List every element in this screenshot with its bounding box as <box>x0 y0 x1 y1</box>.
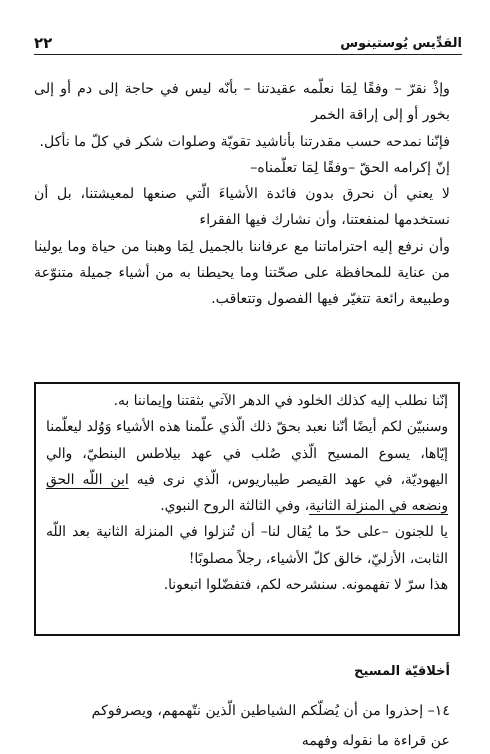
page-header <box>34 28 462 55</box>
boxed-paragraph: إنّنا نطلب إليه كذلك الخلود في الدهر الآتي بثقتنا وإيماننا به. <box>113 393 448 409</box>
paragraph: وإذْ نقرّ – وفقًا لِمَا نعلّمه عقيدتنا – بأنّه ليس في حاجة إلى دم أو إلى بخور أو إلى إراقة الخمر <box>34 81 450 124</box>
boxed-passage <box>34 382 460 636</box>
boxed-text: وسنبيّن لكم أيضًا أنّنا نعبد بحقّ ذلك الّذي علّمنا هذه الأشياء وَوُلد ليعلّمنا إيّاها، يسوع المسيح الّذي صُلب في عهد بيلاطس البنطيّ، والي اليهوديّة، في عهد القيصر طيباريوس، الّذي نرى فيه <box>46 419 449 488</box>
boxed-paragraph <box>46 414 448 519</box>
boxed-text: ، وفي الثالثة الروح النبوي. <box>160 498 310 515</box>
body-text <box>34 76 450 313</box>
running-title: القدِّيس يُوستينوس <box>340 36 462 51</box>
section-heading: أخلاقيّة المسيح <box>354 664 450 679</box>
paragraph: فإنّنا نمدحه حسب مقدرتنا بأناشيد تقويّة وصلوات شكر في كلّ ما نأكل. <box>39 133 450 150</box>
paragraph: وأن نرفع إليه احتراماتنا مع عرفاننا بالجميل لِمَا وهبنا من حياة وما يولينا من عناية للمحافظة على صحّتنا وما يحيطنا به من أشياء جميلة متنوّعة وطبيعة رائعة تتغيّر فيها الفصول وتتعاقب. <box>34 238 450 308</box>
page-number: ٢٢ <box>34 34 53 52</box>
underlined-phrase: ابن اللّه الحق ونضعه في المنزلة الثانية <box>46 471 448 515</box>
section-paragraph <box>34 698 450 724</box>
cut-off-line: عن قراءة ما نقوله وفهمه <box>301 733 450 749</box>
boxed-paragraph: يا للجنون –على حدّ ما يُقال لنا– أن تُنزلوا في المنزلة الثانية بعد اللّه الثابت، الأزليّ، خالق كلّ الأشياء، رجلاً مصلوبًا! <box>46 524 448 567</box>
paragraph: ١٤– إحذروا من أن يُضلّكم الشياطين الّذين نتّهمهم، ويصرفوكم <box>91 703 450 719</box>
paragraph: إنّ إكرامه الحقّ –وفقًا لِمَا تعلّمناه– <box>250 159 450 176</box>
boxed-paragraph: هذا سرّ لا تفهمونه. سنشرحه لكم، فتفضّلوا اتبعونا. <box>163 577 448 594</box>
paragraph: لا يعني أن نحرق بدون فائدة الأشياءَ الّتي صنعها لمعيشتنا، بل أن نستخدمها لمنفعتنا، وأن نشارك فيها الفقراء <box>34 186 450 229</box>
